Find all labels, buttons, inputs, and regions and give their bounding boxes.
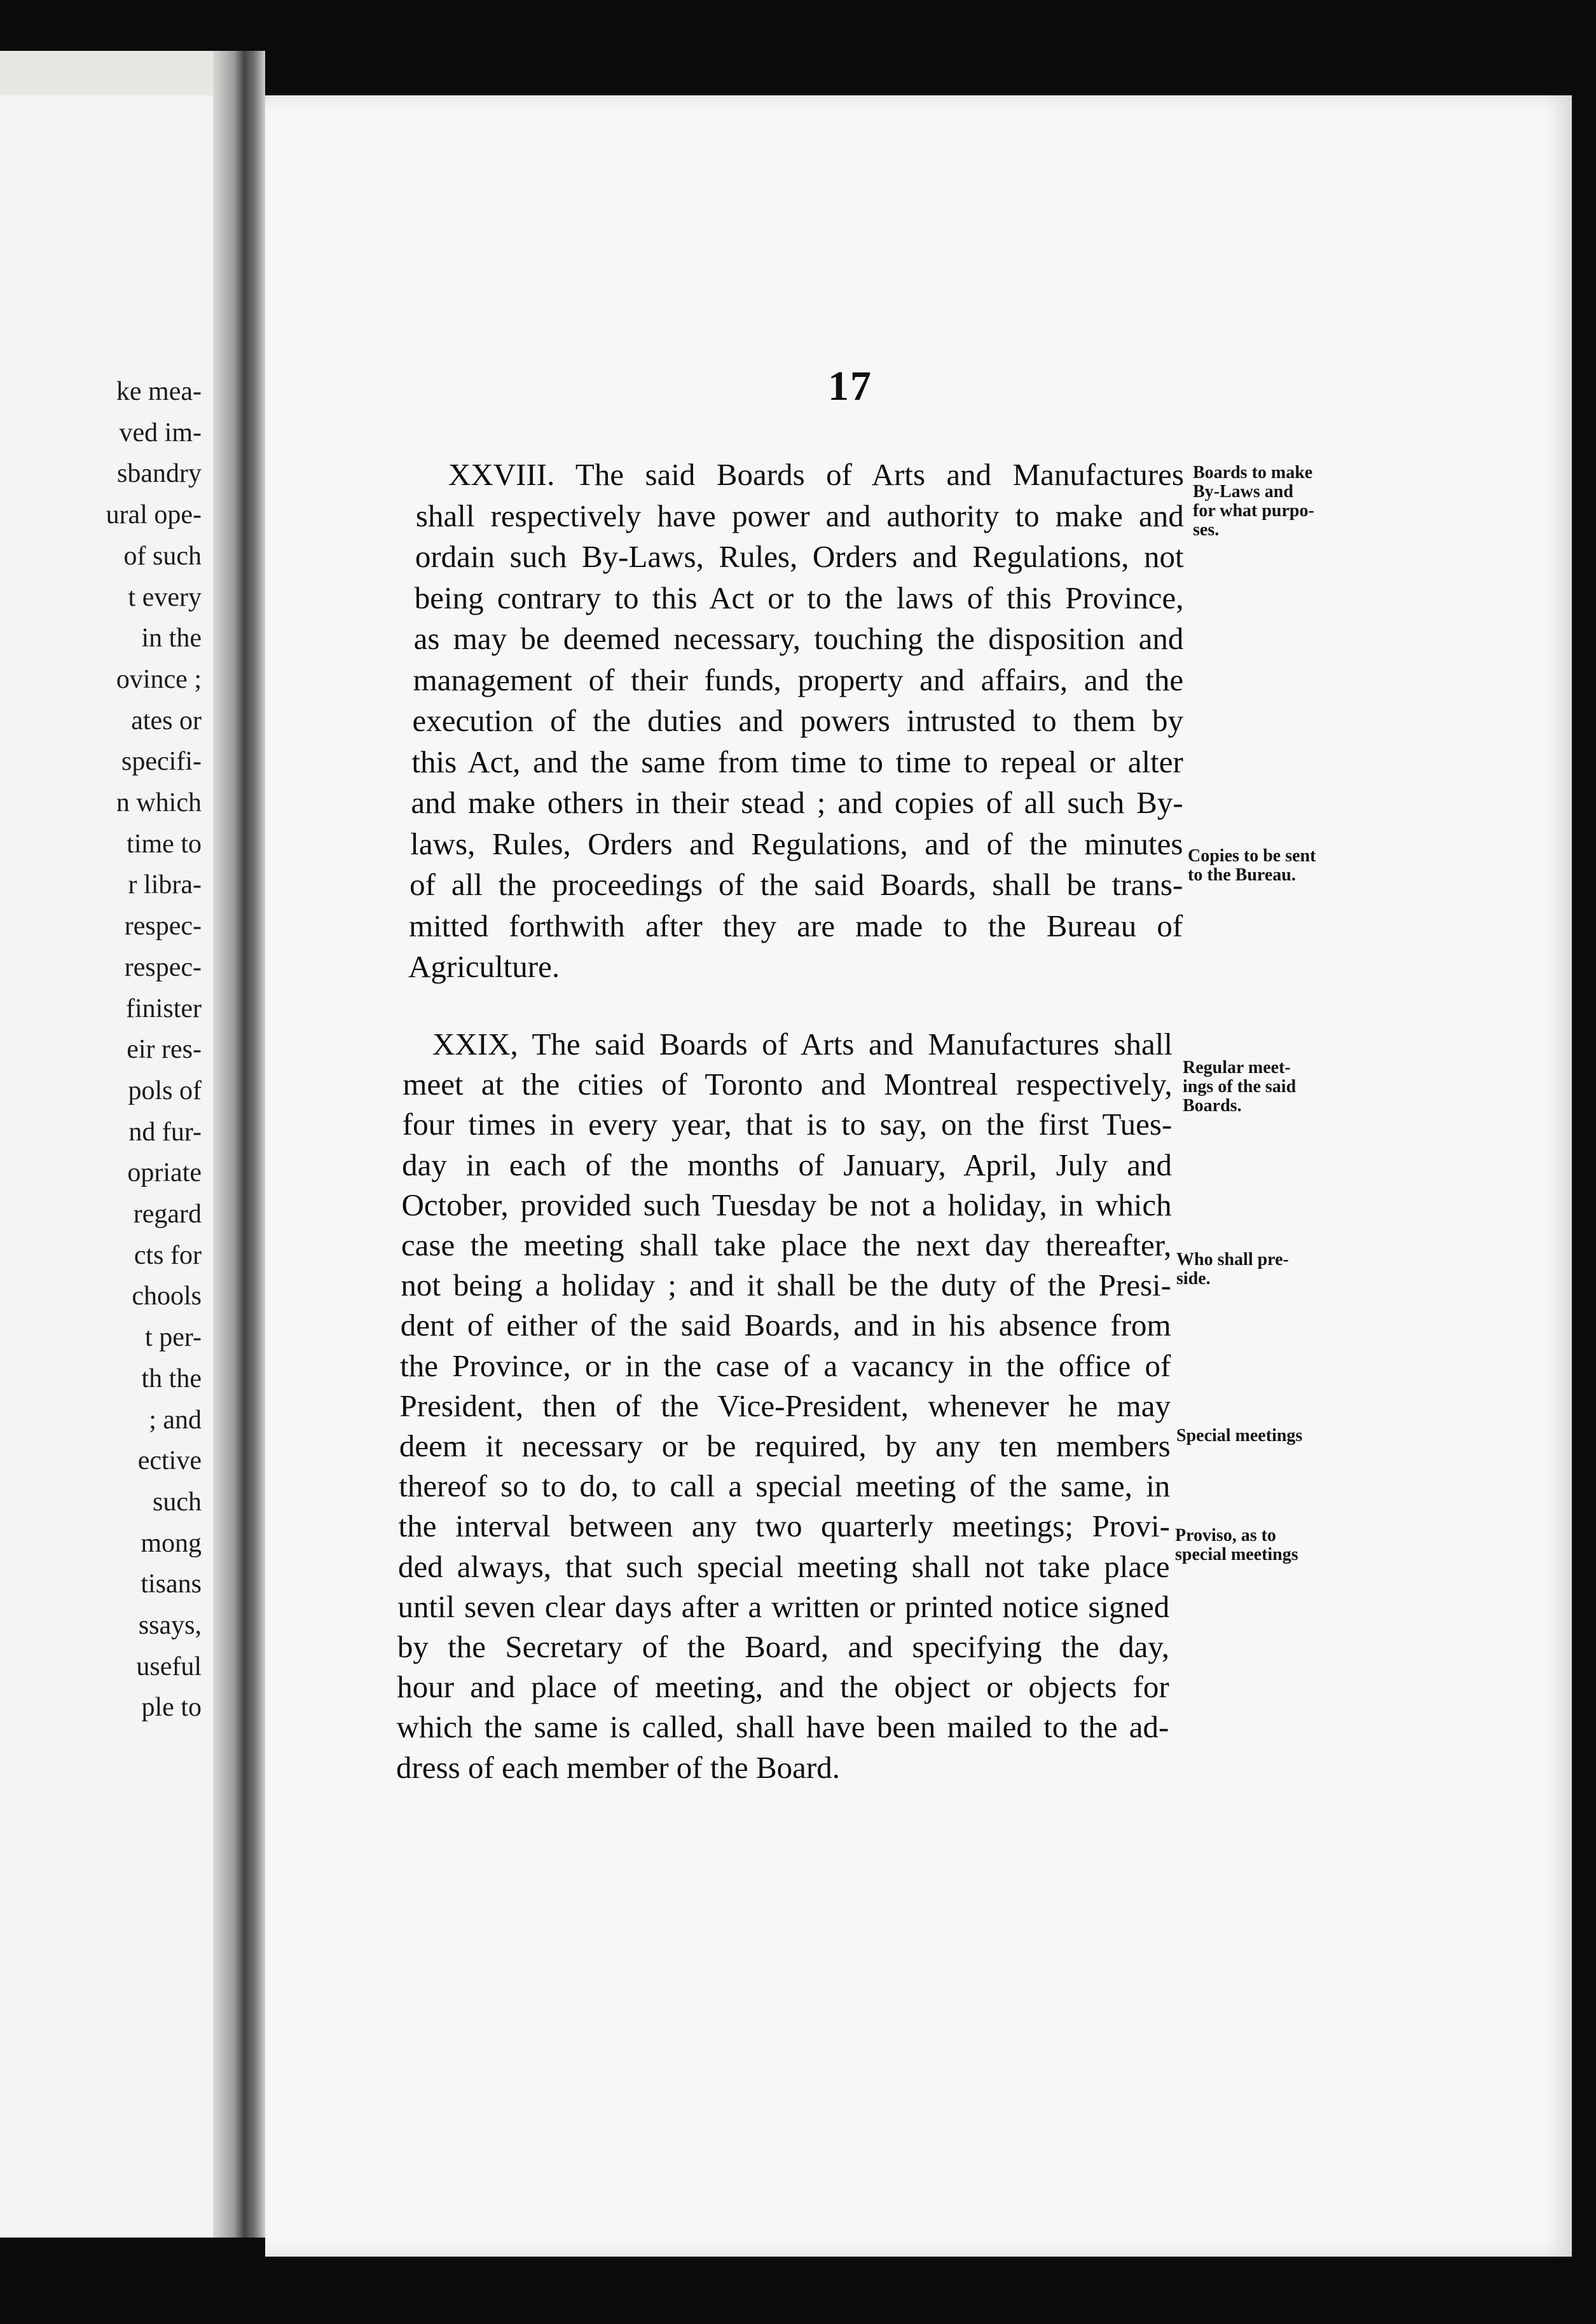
margin-note-line: Boards.	[1183, 1096, 1242, 1116]
margin-note-line: ses.	[1193, 520, 1220, 540]
facing-page-text-fragment: finister	[126, 994, 202, 1023]
body-text-line: hour and place of meeting, and the object or objects for	[397, 1669, 1169, 1705]
facing-page-text-fragment: ved im-	[119, 418, 202, 448]
body-text-line: this Act, and the same from time to time to repeal or alter	[411, 744, 1183, 779]
body-text-line: XXVIII. The said Boards of Arts and Manufactures	[448, 457, 1184, 492]
body-text-line: ordain such By-Laws, Rules, Orders and Regulations, not	[415, 539, 1184, 574]
margin-note-line: ings of the said	[1183, 1077, 1297, 1097]
facing-page-text-fragment: ssays,	[138, 1611, 202, 1640]
facing-page-text-fragment: ovince ;	[116, 664, 202, 694]
facing-page-text-fragment: time to	[127, 829, 202, 859]
margin-note-line: Proviso, as to	[1175, 1526, 1276, 1545]
facing-page-text-fragment: specifi-	[121, 747, 202, 777]
body-text-line: mitted forthwith after they are made to the Bureau of	[409, 908, 1183, 943]
facing-page-text-fragment: nd fur-	[128, 1117, 202, 1147]
body-text-line: meet at the cities of Toronto and Montreal respectively,	[402, 1067, 1173, 1102]
body-text-line: four times in every year, that is to say, on the first Tues-	[402, 1107, 1173, 1142]
body-text-line: being contrary to this Act or to the laws of this Province,	[414, 580, 1184, 615]
body-text-line: deem it necessary or be required, by any ten members	[399, 1428, 1171, 1463]
body-text-line: Agriculture.	[408, 949, 560, 984]
body-text-line: October, provided such Tuesday be not a holiday, in which	[401, 1187, 1172, 1222]
body-text-line: shall respectively have power and authority to make and	[415, 498, 1184, 533]
main-page	[265, 95, 1572, 2257]
body-text-line: dent of either of the said Boards, and in his absence from	[400, 1308, 1171, 1343]
facing-page-text-fragment: n which	[116, 788, 202, 817]
body-text-line: the interval between any two quarterly meetings; Provi-	[398, 1508, 1170, 1544]
body-text-line: day in each of the months of January, April, July and	[402, 1147, 1172, 1182]
margin-note-line: for what purpo-	[1193, 501, 1314, 521]
facing-page-text-fragment: ke mea-	[116, 377, 202, 406]
body-text-line: laws, Rules, Orders and Regulations, and of the minutes	[410, 826, 1183, 861]
margin-note-line: to the Bureau.	[1188, 865, 1296, 885]
body-text-line: of all the proceedings of the said Boards, shall be trans-	[409, 867, 1183, 902]
margin-note-line: Copies to be sent	[1188, 846, 1316, 866]
facing-page-text-fragment: ural ope-	[106, 500, 202, 530]
facing-page-text-fragment: r libra-	[128, 870, 202, 900]
facing-page	[0, 51, 213, 2238]
body-text-line: which the same is called, shall have been mailed to the ad-	[396, 1709, 1169, 1745]
margin-note-line: By-Laws and	[1193, 482, 1293, 502]
facing-page-text-fragment: chools	[132, 1282, 202, 1311]
facing-page-text-fragment: mong	[141, 1528, 202, 1558]
body-text-line: execution of the duties and powers intrusted to them by	[412, 703, 1183, 738]
facing-page-text-fragment: ple to	[141, 1693, 202, 1723]
margin-note-line: Who shall pre-	[1176, 1250, 1289, 1269]
facing-page-fold	[0, 51, 213, 95]
facing-page-text-fragment: ective	[137, 1446, 202, 1476]
margin-note-line: side.	[1176, 1269, 1211, 1288]
body-text-line: the Province, or in the case of a vacancy in the office of	[400, 1348, 1171, 1383]
body-text-line: ded always, that such special meeting shall not take place	[398, 1548, 1170, 1584]
page-number: 17	[828, 363, 872, 409]
facing-page-text-fragment: eir res-	[127, 1035, 202, 1065]
body-text-line: dress of each member of the Board.	[396, 1749, 840, 1785]
body-text-line: management of their funds, property and affairs, and the	[413, 662, 1184, 697]
body-text-line: case the meeting shall take place the next day thereafter,	[401, 1227, 1172, 1262]
facing-page-text-fragment: respec-	[124, 912, 202, 941]
facing-page-text-fragment: such	[153, 1487, 202, 1517]
body-text-line: President, then of the Vice-President, whenever he may	[399, 1388, 1171, 1423]
margin-note-line: Boards to make	[1193, 463, 1313, 482]
facing-page-text-fragment: pols of	[128, 1076, 202, 1105]
facing-page-text-fragment: of such	[123, 541, 202, 571]
body-text-line: until seven clear days after a written or printed notice signed	[397, 1589, 1170, 1624]
facing-page-text-fragment: useful	[136, 1651, 202, 1681]
facing-page-text-fragment: ; and	[149, 1405, 202, 1435]
facing-page-text-fragment: in the	[141, 624, 202, 653]
margin-note-line: Special meetings	[1176, 1426, 1303, 1446]
body-text-line: by the Secretary of the Board, and specifying the day,	[397, 1629, 1169, 1664]
binding-gutter	[213, 51, 265, 2238]
facing-page-text-fragment: t per-	[145, 1323, 202, 1353]
facing-page-text-fragment: tisans	[141, 1569, 202, 1599]
facing-page-text-fragment: regard	[133, 1200, 202, 1229]
body-text-line: not being a holiday ; and it shall be the duty of the Presi-	[401, 1268, 1171, 1303]
margin-note-line: Regular meet-	[1183, 1058, 1291, 1077]
facing-page-text-fragment: respec-	[124, 952, 202, 982]
body-text-line: and make others in their stead ; and copies of all such By-	[411, 785, 1183, 820]
facing-page-text-fragment: sbandry	[117, 459, 202, 489]
facing-page-text-fragment: ates or	[131, 706, 202, 735]
facing-page-text-fragment: th the	[141, 1364, 202, 1393]
facing-page-text-fragment: t every	[128, 582, 202, 612]
facing-page-text-fragment: opriate	[127, 1158, 202, 1188]
body-text-line: as may be deemed necessary, touching the disposition and	[413, 621, 1184, 656]
body-text-line: XXIX, The said Boards of Arts and Manufactures shall	[432, 1027, 1173, 1062]
margin-note-line: special meetings	[1175, 1545, 1298, 1564]
body-text-line: thereof so to do, to call a special meeting of the same, in	[399, 1468, 1171, 1504]
facing-page-text-fragment: cts for	[134, 1240, 202, 1270]
